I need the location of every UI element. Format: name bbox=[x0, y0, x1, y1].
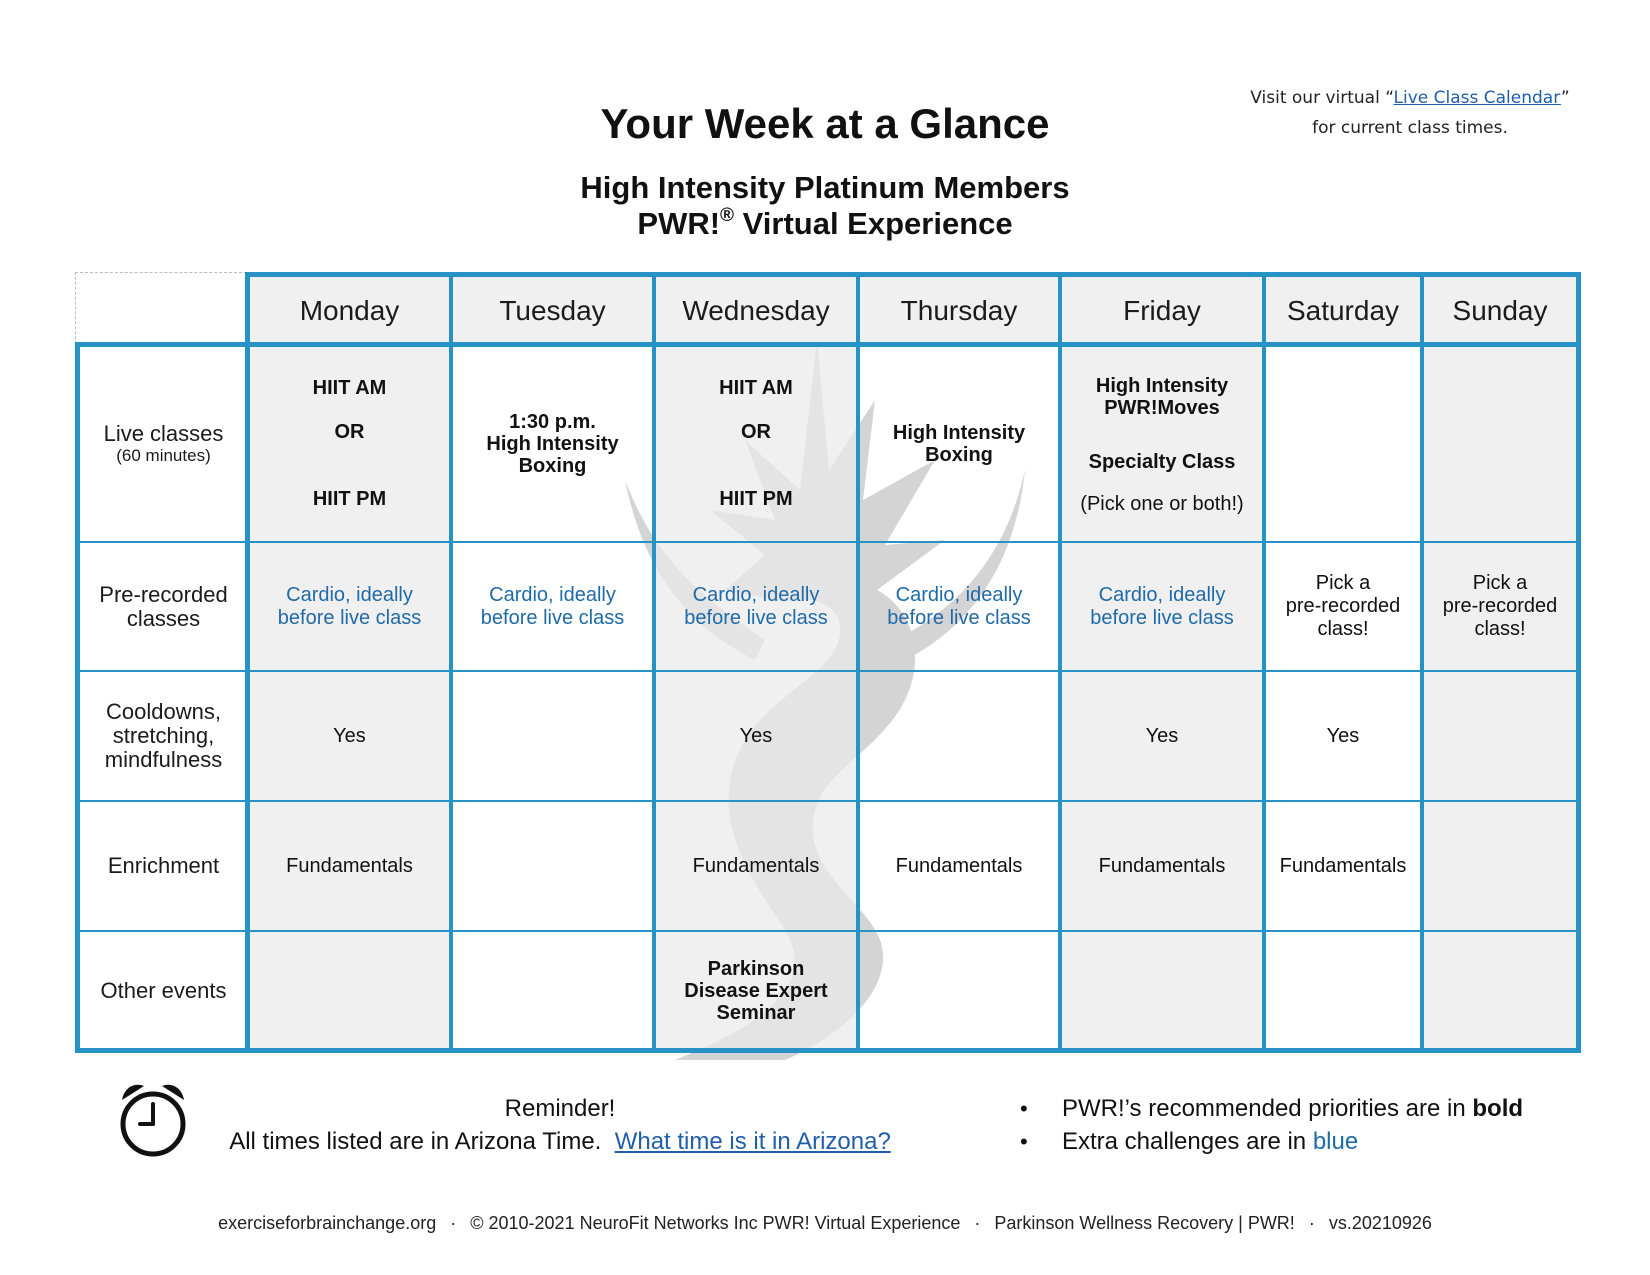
live-thursday-line2: Boxing bbox=[925, 443, 993, 466]
grid-line bbox=[1420, 272, 1424, 1053]
grid-line bbox=[75, 342, 1581, 347]
grid-line bbox=[245, 272, 250, 1053]
row-label-prerecorded bbox=[79, 542, 248, 671]
grid-line bbox=[652, 272, 656, 1053]
live-friday-note: (Pick one or both!) bbox=[1080, 493, 1244, 515]
day-header-wednesday: Wednesday bbox=[682, 294, 830, 326]
live-wednesday-pm: HIIT PM bbox=[719, 488, 793, 510]
page-subtitle-membership: High Intensity Platinum Members bbox=[580, 170, 1070, 205]
prerecorded-tuesday-line1: Cardio, ideally bbox=[489, 583, 616, 606]
live-thursday-line1: High Intensity bbox=[892, 421, 1026, 444]
grid-line bbox=[1262, 272, 1266, 1053]
enrichment-saturday: Fundamentals bbox=[1279, 854, 1407, 877]
enrichment-thursday: Fundamentals bbox=[895, 854, 1023, 877]
prerecorded-wednesday-line1: Cardio, ideally bbox=[692, 583, 820, 606]
alarm-clock-icon bbox=[118, 1080, 188, 1162]
reminder-text: All times listed are in Arizona Time. bbox=[229, 1128, 602, 1155]
live-monday-pm: HIIT PM bbox=[312, 488, 387, 510]
row-label-cooldowns-line2: stretching, bbox=[112, 723, 215, 748]
other-wednesday-line2: Disease Expert bbox=[684, 980, 828, 1002]
prerecorded-tuesday-line2: before live class bbox=[480, 606, 625, 629]
shade-sunday-col bbox=[1422, 345, 1578, 1051]
row-label-live-classes-text: Live classes bbox=[103, 420, 224, 446]
row-label-prerecorded-line2: classes bbox=[126, 605, 201, 631]
reminder-heading: Reminder! bbox=[504, 1095, 616, 1122]
live-friday bbox=[1060, 345, 1264, 542]
prerecorded-saturday-line1: Pick a bbox=[1315, 572, 1371, 594]
legend-blue-item bbox=[1020, 1125, 1523, 1158]
registered-mark: ® bbox=[720, 205, 735, 226]
footer-copyright: © 2010-2021 NeuroFit Networks Inc PWR! Virtual Experience bbox=[470, 1213, 961, 1233]
day-header-sunday: Sunday bbox=[1452, 294, 1548, 326]
legend-list bbox=[1020, 1092, 1523, 1158]
row-label-prerecorded-line1: Pre-recorded bbox=[99, 581, 228, 607]
other-wednesday-line1: Parkinson bbox=[707, 958, 805, 980]
prerecorded-thursday bbox=[858, 542, 1060, 671]
grid-line bbox=[75, 800, 1581, 802]
page-footer bbox=[0, 1213, 1650, 1234]
live-wednesday-am: HIIT AM bbox=[719, 377, 793, 399]
grid-line bbox=[856, 272, 860, 1053]
prerecorded-wednesday bbox=[654, 542, 858, 671]
prerecorded-sunday-line1: Pick a bbox=[1472, 572, 1528, 594]
prerecorded-monday-line1: Cardio, ideally bbox=[286, 583, 413, 606]
live-wednesday-or: OR bbox=[741, 421, 771, 443]
live-tuesday bbox=[451, 345, 654, 542]
prerecorded-wednesday-line2: before live class bbox=[684, 606, 828, 629]
enrichment-friday: Fundamentals bbox=[1098, 854, 1226, 877]
cooldowns-friday: Yes bbox=[1145, 724, 1179, 747]
footer-separator: · bbox=[974, 1213, 981, 1233]
row-label-cooldowns bbox=[79, 671, 248, 801]
grid-line bbox=[75, 1048, 1581, 1053]
footer-separator: · bbox=[1308, 1213, 1315, 1233]
cooldowns-saturday: Yes bbox=[1326, 724, 1360, 747]
prerecorded-saturday-line3: class! bbox=[1317, 618, 1369, 640]
footer-org: Parkinson Wellness Recovery | PWR! bbox=[994, 1213, 1295, 1233]
day-header-monday: Monday bbox=[299, 294, 400, 326]
prerecorded-thursday-line2: before live class bbox=[887, 606, 1031, 629]
live-wednesday bbox=[654, 345, 858, 542]
row-label-cooldowns-line1: Cooldowns, bbox=[106, 699, 221, 724]
legend-blue-word: blue bbox=[1312, 1128, 1359, 1155]
live-thursday bbox=[858, 345, 1060, 542]
other-wednesday bbox=[654, 931, 858, 1051]
grid-line bbox=[75, 930, 1581, 932]
live-friday-line2: PWR!Moves bbox=[1104, 397, 1220, 419]
footer-separator: · bbox=[450, 1213, 457, 1233]
legend-bold-item bbox=[1020, 1092, 1523, 1125]
cooldowns-wednesday: Yes bbox=[739, 724, 773, 747]
prerecorded-sunday bbox=[1422, 542, 1578, 671]
program-name: PWR! bbox=[637, 206, 721, 241]
prerecorded-friday-line1: Cardio, ideally bbox=[1098, 583, 1226, 606]
enrichment-monday: Fundamentals bbox=[286, 854, 413, 877]
page-title: Your Week at a Glance bbox=[600, 100, 1050, 147]
prerecorded-sunday-line3: class! bbox=[1474, 618, 1526, 640]
legend-bold-word: bold bbox=[1472, 1095, 1524, 1122]
visit-note-suffix: ” bbox=[1560, 88, 1570, 108]
grid-line bbox=[245, 272, 1581, 277]
prerecorded-friday bbox=[1060, 542, 1264, 671]
prerecorded-saturday bbox=[1264, 542, 1422, 671]
program-suffix: Virtual Experience bbox=[734, 206, 1013, 241]
row-label-other-events: Other events bbox=[100, 978, 227, 1003]
live-class-calendar-link[interactable]: Live Class Calendar bbox=[1393, 88, 1561, 108]
table-corner bbox=[75, 272, 247, 344]
row-label-live-classes bbox=[79, 345, 248, 542]
prerecorded-friday-line2: before live class bbox=[1090, 606, 1234, 629]
enrichment-wednesday: Fundamentals bbox=[692, 854, 820, 877]
day-header-tuesday: Tuesday bbox=[499, 294, 606, 326]
grid-line bbox=[75, 342, 80, 1053]
prerecorded-thursday-line1: Cardio, ideally bbox=[895, 583, 1023, 606]
day-header-thursday: Thursday bbox=[900, 294, 1018, 326]
prerecorded-saturday-line2: pre-recorded bbox=[1285, 595, 1401, 617]
footer-version: vs.20210926 bbox=[1328, 1213, 1432, 1233]
other-wednesday-line3: Seminar bbox=[716, 1002, 796, 1024]
live-friday-line1: High Intensity bbox=[1095, 375, 1229, 397]
day-header-saturday: Saturday bbox=[1286, 294, 1400, 326]
legend-blue-text: Extra challenges are in bbox=[1062, 1128, 1313, 1155]
live-tuesday-time: 1:30 p.m. bbox=[509, 410, 596, 433]
prerecorded-monday-line2: before live class bbox=[277, 606, 422, 629]
row-label-cooldowns-line3: mindfulness bbox=[104, 747, 223, 772]
time-zone-reminder bbox=[200, 1092, 920, 1158]
grid-line bbox=[75, 670, 1581, 672]
footer-site: exerciseforbrainchange.org bbox=[218, 1213, 437, 1233]
row-label-enrichment: Enrichment bbox=[107, 853, 220, 878]
visit-note-prefix: Visit our virtual “ bbox=[1250, 88, 1394, 108]
prerecorded-monday bbox=[248, 542, 451, 671]
grid-line bbox=[75, 541, 1581, 543]
live-monday-or: OR bbox=[334, 421, 365, 443]
arizona-time-link[interactable]: What time is it in Arizona? bbox=[614, 1128, 891, 1155]
cooldowns-monday: Yes bbox=[333, 724, 366, 747]
day-header-friday: Friday bbox=[1123, 294, 1201, 326]
live-tuesday-class-line1: High Intensity bbox=[486, 432, 619, 455]
legend-bold-text: PWR!’s recommended priorities are in bbox=[1062, 1095, 1473, 1122]
grid-line bbox=[1058, 272, 1062, 1053]
row-label-live-classes-duration: (60 minutes) bbox=[116, 445, 211, 465]
live-monday-am: HIIT AM bbox=[312, 377, 387, 399]
prerecorded-tuesday bbox=[451, 542, 654, 671]
visit-note-line2: for current class times. bbox=[1312, 118, 1508, 138]
live-monday bbox=[248, 345, 451, 542]
grid-line bbox=[449, 272, 453, 1053]
live-tuesday-class-line2: Boxing bbox=[518, 454, 587, 477]
prerecorded-sunday-line2: pre-recorded bbox=[1442, 595, 1558, 617]
grid-line bbox=[1576, 272, 1581, 1053]
live-friday-specialty: Specialty Class bbox=[1088, 451, 1236, 473]
